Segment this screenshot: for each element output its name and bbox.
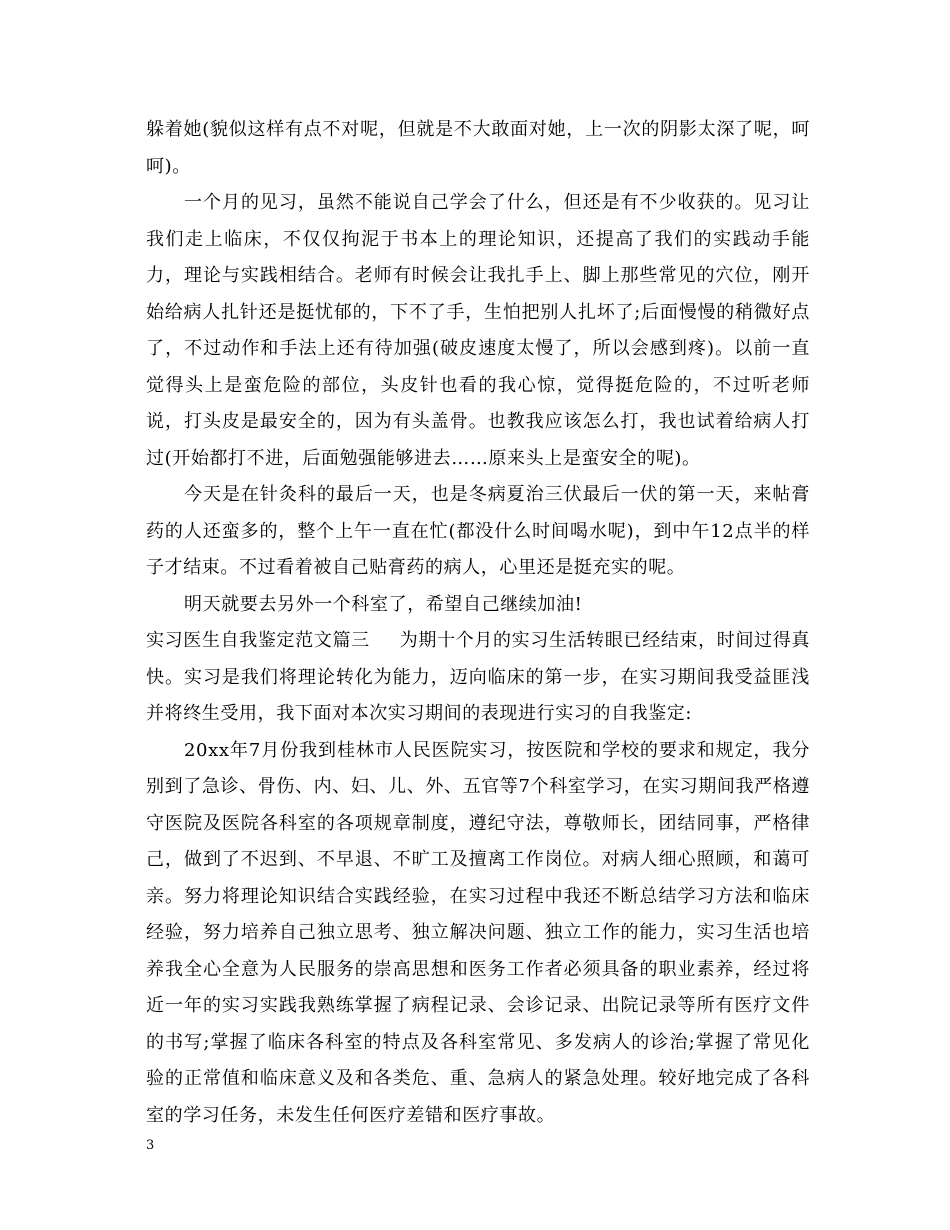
page-number: 3 bbox=[146, 1138, 155, 1153]
paragraph-internship-gains: 一个月的见习，虽然不能说自己学会了什么，但还是有不少收获的。见习让我们走上临床，不仅仅拘泥于书本上的理论知识，还提高了我们的实践动手能力，理论与实践相结合。老师有时候会让我扎手上、脚上那些常见的穴位，刚开始给病人扎针还是挺忧郁的，下不了手，生怕把别人扎坏了;后面慢慢的稍微好点了，不过动作和手法上还有待加强(破皮速度太慢了，所以会感到疼)。以前一直觉得头上是蛮危险的部位，头皮针也看的我心惊，觉得挺危险的，不过听老师说，打头皮是最安全的，因为有头盖骨。也教我应该怎么打，我也试着给病人打过(开始都打不进，后面勉强能够进去……原来头上是蛮安全的呢)。 bbox=[146, 192, 810, 469]
paragraph-last-day: 今天是在针灸科的最后一天，也是冬病夏治三伏最后一伏的第一天，来帖膏药的人还蛮多的，整个上午一直在忙(都没什么时间喝水呢)，到中午12点半的样子才结束。不过看着被自己贴膏药的病人，心里还是挺充实的呢。 bbox=[146, 484, 810, 578]
document-body bbox=[146, 112, 810, 1134]
section-heading: 实习医生自我鉴定范文篇三 bbox=[146, 630, 370, 651]
paragraph-self-assessment: 20xx年7月份我到桂林市人民医院实习，按医院和学校的要求和规定，我分别到了急诊、骨伤、内、妇、儿、外、五官等7个科室学习，在实习期间我严格遵守医院及医院各科室的各项规章制度，遵纪守法，尊敬师长，团结同事，严格律己，做到了不迟到、不早退、不旷工及擅离工作岗位。对病人细心照顾，和蔼可亲。努力将理论知识结合实践经验，在实习过程中我还不断总结学习方法和临床经验，努力培养自己独立思考、独立解决问题、独立工作的能力，实习生活也培养我全心全意为人民服务的崇高思想和医务工作者必须具备的职业素养，经过将近一年的实习实践我熟练掌握了病程记录、会诊记录、出院记录等所有医疗文件的书写;掌握了临床各科室的特点及各科室常见、多发病人的诊治;掌握了常见化验的正常值和临床意义及和各类危、重、急病人的紧急处理。较好地完成了各科室的学习任务，未发生任何医疗差错和医疗事故。 bbox=[146, 739, 810, 1126]
paragraph-continuation: 躲着她(貌似这样有点不对呢，但就是不大敢面对她，上一次的阴影太深了呢，呵呵)。 bbox=[146, 119, 810, 177]
paragraph-tomorrow: 明天就要去另外一个科室了，希望自己继续加油! bbox=[184, 593, 583, 615]
section-intro: 为期十个月的实习生活转眼已经结束，时间过得真快。实习是我们将理论转化为能力，迈向临床的第一步，在实习期间我受益匪浅并将终生受用，我下面对本次实习期间的表现进行实习的自我鉴定: bbox=[146, 630, 810, 724]
section-paragraph bbox=[146, 623, 810, 733]
